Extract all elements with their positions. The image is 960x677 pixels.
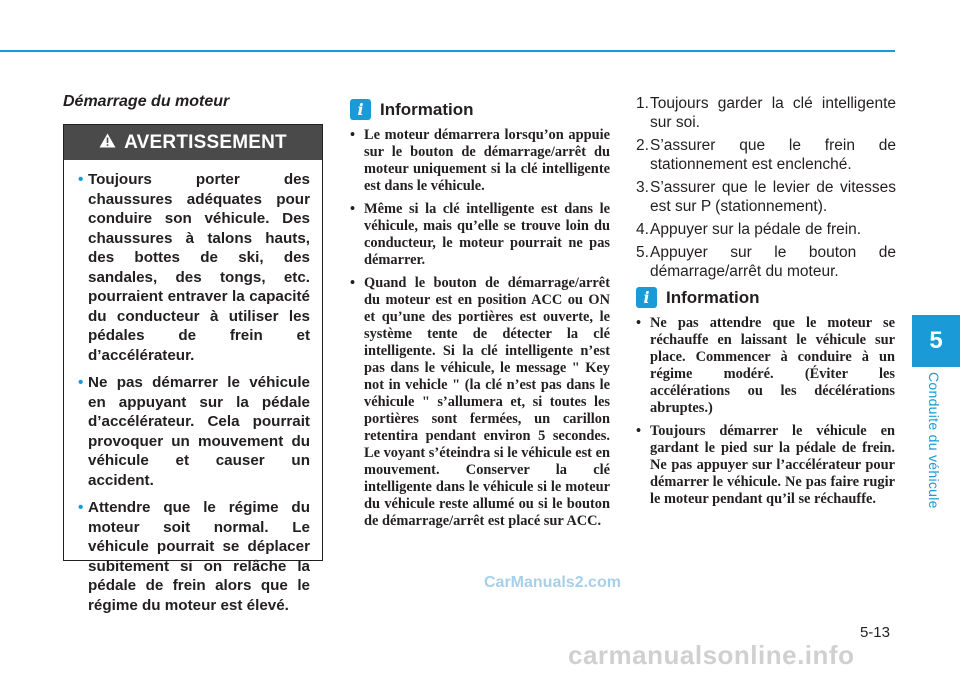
bullet-icon: • (350, 127, 356, 143)
page-number: 5-13 (859, 624, 890, 641)
chapter-title: Conduite du véhicule (926, 372, 942, 509)
list-item: • Toujours démarrer le véhicule en gardant le pied sur la pédale de frein. Ne pas appuyer sur l’accélérateur pour démarrer le véhicule. Ne pas faire rugir le moteur pendant qu’il se réchauffe. (636, 423, 895, 507)
bullet-icon: • (350, 275, 356, 291)
warning-title: AVERTISSEMENT (124, 131, 287, 153)
step-item: 2. S’assurer que le frein de stationnement est enclenché. (636, 137, 896, 173)
step-item: 3. S’assurer que le levier de vitesses est sur P (stationnement). (636, 179, 896, 215)
warning-list (64, 160, 322, 615)
info-title-1: Information (380, 99, 474, 119)
info-title-2: Information (666, 287, 760, 307)
step-item: 5. Appuyer sur le bouton de démarrage/arrêt du moteur. (636, 244, 896, 280)
warning-item: • Attendre que le régime du moteur soit normal. Le véhicule pourrait se déplacer subitement si on relâche la pédale de frein alors que le régime du moteur est élevé. (78, 499, 310, 614)
footer-watermark: carmanualsonline.info (568, 640, 855, 670)
bullet-icon: • (636, 315, 642, 331)
warning-box (63, 124, 323, 614)
list-item: • Ne pas attendre que le moteur se réchauffe en laissant le véhicule sur place. Commencer à conduire à un régime modéré. (Éviter les accélérations ou les décélérations abruptes.) (636, 315, 895, 416)
bullet-icon: • (78, 171, 84, 188)
warning-header (64, 125, 322, 160)
startup-steps (636, 94, 896, 285)
warning-item: • Toujours porter des chaussures adéquates pour conduire son véhicule. Des chaussures à talons hauts, des bottes de ski, des sandales, des tongs, etc. pourraient entraver la capacité du conducteur à utiliser les pédales de frein et d’accélérateur. (78, 171, 310, 364)
warning-item: • Ne pas démarrer le véhicule en appuyant sur la pédale d’accélérateur. Cela pourrait provoquer un mouvement du véhicule et causer un accident. (78, 374, 310, 489)
top-rule (0, 50, 895, 52)
bullet-icon: • (78, 499, 84, 516)
bullet-icon: • (78, 374, 84, 391)
info-list-1 (350, 127, 610, 536)
list-item: • Quand le bouton de démarrage/arrêt du moteur est en position ACC ou ON et qu’une des portières est ouverte, le système tente de détecter la clé intelligente. Si la clé intelligente n’est pas dans le véhicule, le message " Key not in vehicle " (la clé n’est pas dans le véhicule " s’allumera et, si toutes les portières sont fermées, un carillon retentira pendant environ 5 secondes. Le voyant s’éteindra si le véhicule est en mouvement. Conserver la clé intelligente dans le véhicule si le moteur du véhicule reste allumé ou si le bouton de démarrage/arrêt est placé sur ACC. (350, 275, 610, 529)
step-item: 1. Toujours garder la clé intelligente sur soi. (636, 95, 896, 131)
list-item: • Le moteur démarrera lorsqu’on appuie sur le bouton de démarrage/arrêt du moteur uniquement si la clé intelligente est dans le véhicule. (350, 127, 610, 194)
bullet-icon: • (636, 423, 642, 439)
section-title: Démarrage du moteur (63, 93, 230, 110)
info-list-2 (636, 315, 895, 514)
warning-triangle-icon (99, 133, 116, 153)
watermark: CarManuals2.com (484, 574, 621, 591)
info-header-2 (636, 287, 760, 308)
chapter-tab (912, 315, 960, 367)
bullet-icon: • (350, 201, 356, 217)
info-header-1 (350, 99, 474, 120)
info-icon: i (636, 287, 657, 308)
list-item: • Même si la clé intelligente est dans le véhicule, mais qu’elle se trouve loin du conducteur, le moteur pourrait ne pas démarrer. (350, 201, 610, 268)
step-item: 4. Appuyer sur la pédale de frein. (636, 221, 862, 238)
info-icon: i (350, 99, 371, 120)
chapter-number: 5 (929, 327, 943, 354)
